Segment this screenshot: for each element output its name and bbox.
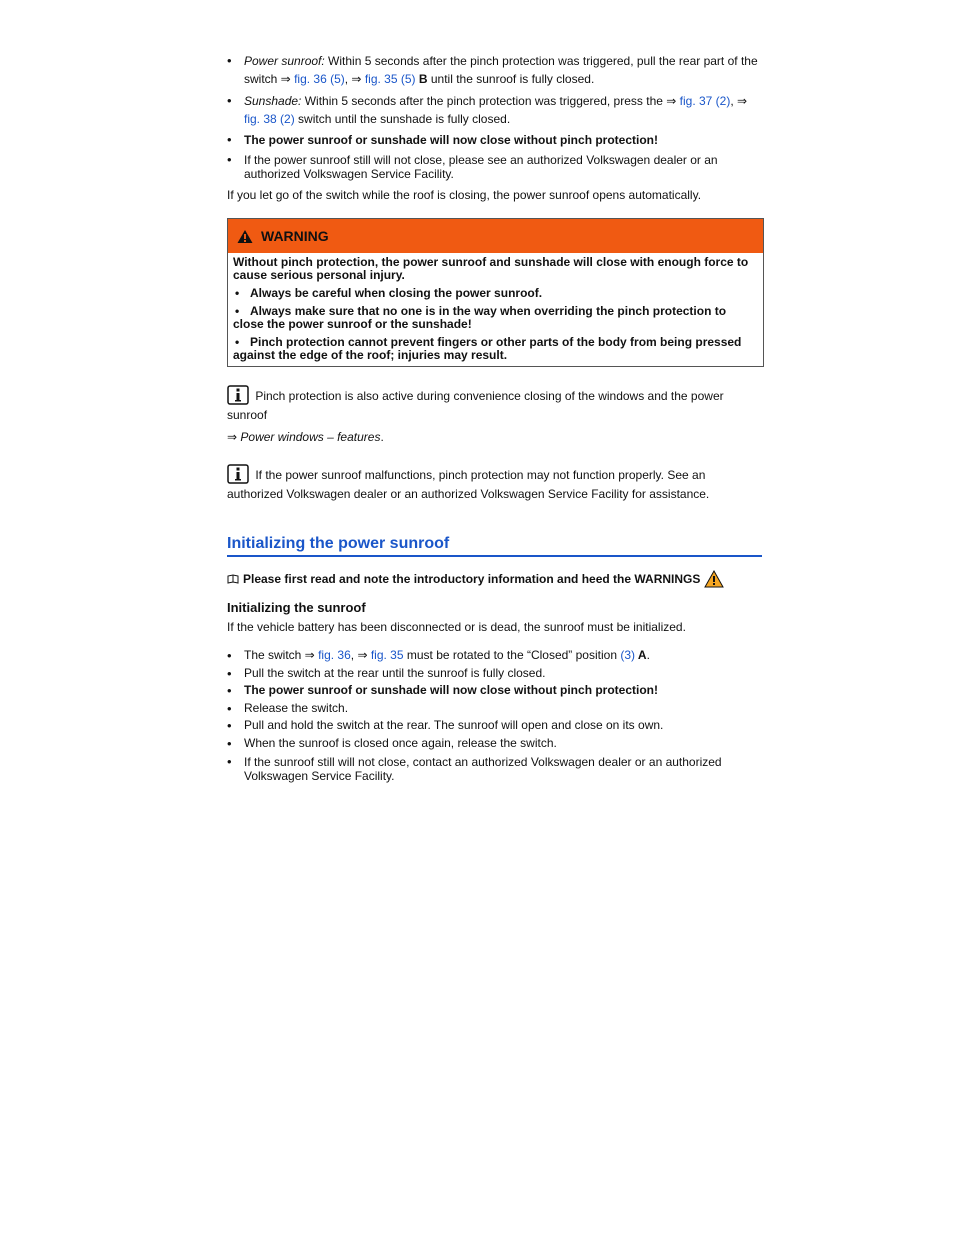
list-item: • Power sunroof: Within 5 seconds after the pinch protection was triggered, pull the rear part of the switch ⇒ fig. 36 (5), ⇒ fig. 35 (5) B until the sunroof is fully closed. xyxy=(227,52,764,88)
info-icon xyxy=(227,385,249,408)
list-item: • If the sunroof still will not close, contact an authorized Volkswagen dealer or an authorized Volkswagen Service Facility. xyxy=(227,755,764,783)
list-item: • The power sunroof or sunshade will now close without pinch protection! xyxy=(227,131,764,149)
cross-ref[interactable]: Power windows – features xyxy=(240,430,381,444)
warning-lead: Without pinch protection, the power sunroof and sunshade will close with enough force to cause serious personal injury. xyxy=(233,255,749,282)
section-title: Initializing the power sunroof xyxy=(227,535,762,557)
list-item: • Release the switch. xyxy=(227,700,764,718)
list-item: • If the power sunroof still will not close, please see an authorized Volkswagen dealer or an authorized Volkswagen Service Facility. xyxy=(227,153,764,181)
steps-list xyxy=(227,647,764,783)
fig-link[interactable]: (3) xyxy=(620,648,635,662)
fig-link[interactable]: fig. 38 (2) xyxy=(244,112,295,126)
book-icon xyxy=(227,574,239,584)
warning-item: • Always make sure that no one is in the way when overriding the pinch protection to close the power sunroof or the sunshade! xyxy=(233,305,757,331)
paragraph: If you let go of the switch while the roof is closing, the power sunroof opens automatically. xyxy=(227,188,702,202)
note-2: If the power sunroof malfunctions, pinch protection may not function properly. See an authorized Volkswagen dealer or an authorized Volkswagen Service Facility for assistance. xyxy=(227,464,764,501)
note-1: Pinch protection is also active during convenience closing of the windows and the power sunroof ⇒ Power windows – features. xyxy=(227,385,764,444)
warning-header xyxy=(228,219,763,253)
warning-title: WARNING xyxy=(261,228,329,244)
list-item: • Pull and hold the switch at the rear. The sunroof will open and close on its own. xyxy=(227,717,764,735)
fig-link[interactable]: fig. 36 (5) xyxy=(294,72,345,86)
list-item: • When the sunroof is closed once again, release the switch. xyxy=(227,735,764,753)
warning-box xyxy=(227,218,764,367)
manual-page xyxy=(227,52,764,783)
warning-body xyxy=(228,253,763,366)
fig-link[interactable]: fig. 36 xyxy=(318,648,351,662)
warning-icon xyxy=(237,229,253,244)
warning-item: • Pinch protection cannot prevent fingers or other parts of the body from being pressed against the edge of the roof; injuries may result. xyxy=(233,336,757,362)
fig-link[interactable]: fig. 35 xyxy=(370,648,404,662)
subheading: Initializing the sunroof xyxy=(227,600,366,615)
fig-link[interactable]: fig. 37 (2) xyxy=(679,94,731,108)
list-item: • The power sunroof or sunshade will now close without pinch protection! xyxy=(227,682,764,700)
info-icon xyxy=(227,464,249,487)
list-item: • Sunshade: Within 5 seconds after the pinch protection was triggered, press the ⇒ fig. 37 (2), ⇒ fig. 38 (2) switch until the sunshade is fully closed. xyxy=(227,92,764,128)
warning-icon xyxy=(704,570,724,588)
fig-link[interactable]: fig. 35 (5) xyxy=(364,72,416,86)
list-item: • The switch ⇒ fig. 36, ⇒ fig. 35 must be rotated to the “Closed” position (3) A. xyxy=(227,647,764,665)
intro-line: Please first read and note the introductory information and heed the WARNINGS xyxy=(227,570,764,588)
list-item: • Pull the switch at the rear until the sunroof is fully closed. xyxy=(227,665,764,683)
warning-item: • Always be careful when closing the power sunroof. xyxy=(233,287,757,300)
paragraph: If the vehicle battery has been disconnected or is dead, the sunroof must be initialized. xyxy=(227,620,686,634)
